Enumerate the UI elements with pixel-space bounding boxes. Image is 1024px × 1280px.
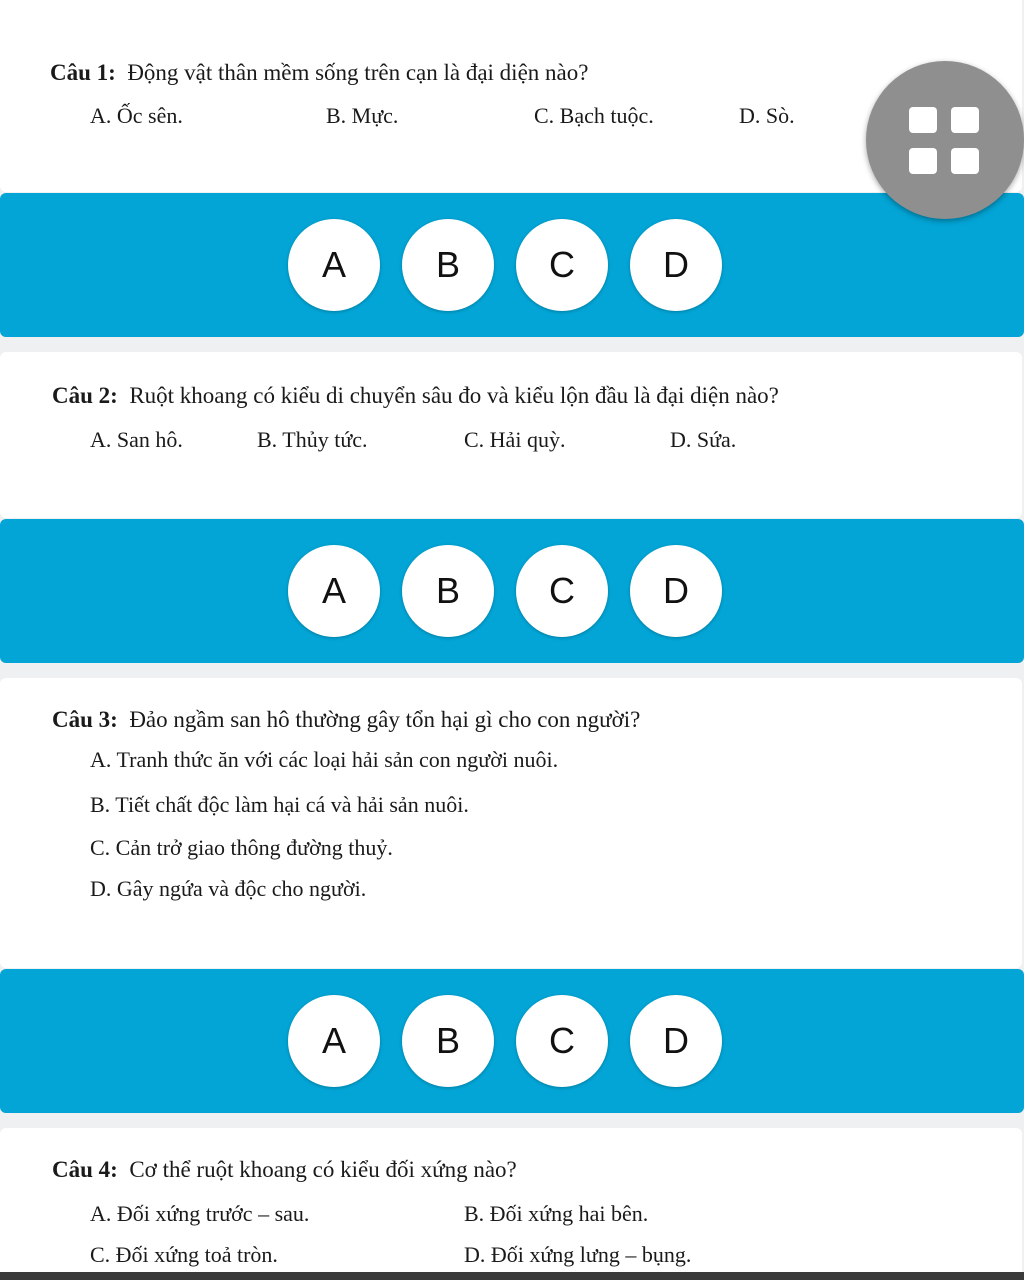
grid-square: [909, 107, 937, 133]
option-a: A. Đối xứng trước – sau.: [90, 1201, 310, 1226]
grid-menu-button[interactable]: [866, 61, 1024, 219]
option-b: B. Đối xứng hai bên.: [464, 1201, 649, 1226]
option-d: D. Gây ngứa và độc cho người.: [90, 876, 367, 901]
answer-button-a[interactable]: A: [288, 995, 380, 1087]
question-text: [52, 707, 640, 733]
question-card-2: [0, 352, 1022, 518]
question-text: [52, 1157, 517, 1183]
question-prompt: Ruột khoang có kiểu di chuyển sâu đo và kiểu lộn đầu là đại diện nào?: [129, 383, 779, 408]
option-d: D. Đối xứng lưng – bụng.: [464, 1242, 692, 1267]
option-b: B. Thủy tức.: [257, 427, 368, 452]
option-c: C. Hải quỳ.: [464, 427, 566, 452]
option-c: C. Cản trở giao thông đường thuỷ.: [90, 835, 393, 860]
question-card-3: [0, 678, 1022, 968]
question-label: Câu 3:: [52, 707, 118, 732]
question-label: Câu 4:: [52, 1157, 118, 1182]
question-prompt: Cơ thể ruột khoang có kiểu đối xứng nào?: [129, 1157, 517, 1182]
option-c: C. Bạch tuộc.: [534, 103, 654, 128]
answer-button-c[interactable]: C: [516, 219, 608, 311]
answer-button-b[interactable]: B: [402, 995, 494, 1087]
question-label: Câu 1:: [50, 60, 116, 85]
answer-button-d[interactable]: D: [630, 219, 722, 311]
grid-square: [951, 148, 979, 174]
answer-band-3: [0, 969, 1024, 1113]
option-d: D. Sứa.: [670, 427, 737, 452]
option-d: D. Sò.: [739, 103, 795, 128]
bottom-bar: [0, 1272, 1024, 1280]
answer-band-2: [0, 519, 1024, 663]
question-label: Câu 2:: [52, 383, 118, 408]
answer-button-b[interactable]: B: [402, 545, 494, 637]
question-text: [52, 383, 779, 409]
question-prompt: Đảo ngầm san hô thường gây tổn hại gì cho con người?: [129, 707, 641, 732]
option-b: B. Tiết chất độc làm hại cá và hải sản nuôi.: [90, 792, 469, 817]
grid-square: [951, 107, 979, 133]
option-a: A. San hô.: [90, 427, 183, 452]
answer-button-b[interactable]: B: [402, 219, 494, 311]
answer-button-a[interactable]: A: [288, 219, 380, 311]
question-text: [50, 60, 588, 86]
answer-button-c[interactable]: C: [516, 995, 608, 1087]
answer-button-d[interactable]: D: [630, 545, 722, 637]
question-card-4: [0, 1128, 1022, 1280]
answer-button-d[interactable]: D: [630, 995, 722, 1087]
option-a: A. Ốc sên.: [90, 103, 183, 128]
grid-square: [909, 148, 937, 174]
option-c: C. Đối xứng toả tròn.: [90, 1242, 278, 1267]
answer-button-c[interactable]: C: [516, 545, 608, 637]
answer-band-1: [0, 193, 1024, 337]
option-b: B. Mực.: [326, 103, 399, 128]
answer-button-a[interactable]: A: [288, 545, 380, 637]
question-prompt: Động vật thân mềm sống trên cạn là đại diện nào?: [127, 60, 589, 85]
option-a: A. Tranh thức ăn với các loại hải sản con người nuôi.: [90, 747, 559, 772]
